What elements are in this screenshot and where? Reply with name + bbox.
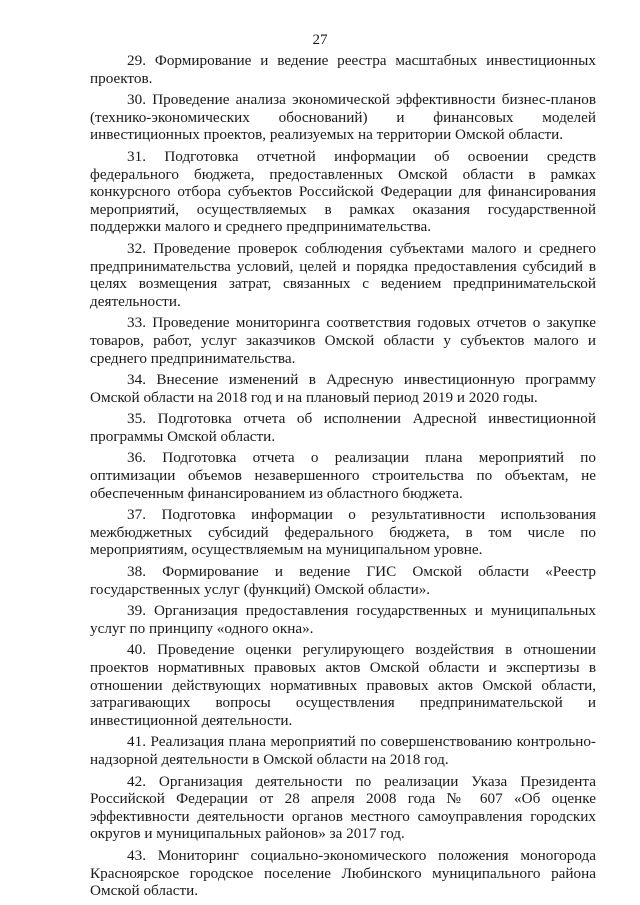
list-item-40: 40. Проведение оценки регулирующего воздействия в отношении проектов нормативных правовых актов Омской области и экспертизы в отношении действующих нормативных правовых актов Омской области, затрагивающих вопросы осуществления предпринимательской и инвестиционной деятельности. xyxy=(90,641,596,729)
list-item-29: 29. Формирование и ведение реестра масштабных инвестиционных проектов. xyxy=(90,52,596,87)
list-item-33: 33. Проведение мониторинга соответствия годовых отчетов о закупке товаров, работ, услуг заказчиков Омской области у субъектов малого и среднего предпринимательства. xyxy=(90,314,596,367)
list-item-38: 38. Формирование и ведение ГИС Омской области «Реестр государственных услуг (функций) Омской области». xyxy=(90,563,596,598)
list-item-36: 36. Подготовка отчета о реализации плана мероприятий по оптимизации объемов незавершенного строительства по объектам, не обеспеченным финансированием из областного бюджета. xyxy=(90,449,596,502)
list-item-32: 32. Проведение проверок соблюдения субъектами малого и среднего предпринимательства условий, целей и порядка предоставления субсидий в целях возмещения затрат, связанных с ведением предпринимательской деятельности. xyxy=(90,239,596,310)
list-item-41: 41. Реализация плана мероприятий по совершенствованию контрольно-надзорной деятельности в Омской области на 2018 год. xyxy=(90,733,596,768)
list-item-34: 34. Внесение изменений в Адресную инвестиционную программу Омской области на 2018 год и на плановый период 2019 и 2020 годы. xyxy=(90,371,596,406)
list-item-42: 42. Организация деятельности по реализации Указа Президента Российской Федерации от 28 апреля 2008 года № 607 «Об оценке эффективности деятельности органов местного самоуправления городских округов и муниципальных районов» за 2017 год. xyxy=(90,772,596,843)
list-item-39: 39. Организация предоставления государственных и муниципальных услуг по принципу «одного окна». xyxy=(90,602,596,637)
list-item-35: 35. Подготовка отчета об исполнении Адресной инвестиционной программы Омской области. xyxy=(90,410,596,445)
document-body xyxy=(90,52,596,904)
list-item-37: 37. Подготовка информации о результативности использования межбюджетных субсидий федерального бюджета, в том числе по мероприятиям, осуществляемым на муниципальном уровне. xyxy=(90,506,596,559)
list-item-43: 43. Мониторинг социально-экономического положения моногорода Красноярское городское поселение Любинского муниципального района Омской области. xyxy=(90,846,596,900)
list-item-31: 31. Подготовка отчетной информации об освоении средств федерального бюджета, предоставленных Омской области в рамках конкурсного отбора субъектов Российской Федерации для финансирования мероприятий, осуществляемых в рамках оказания государственной поддержки малого и среднего предпринимательства. xyxy=(90,147,596,236)
list-item-30: 30. Проведение анализа экономической эффективности бизнес-планов (технико-экономических обоснований) и финансовых моделей инвестиционных проектов, реализуемых на территории Омской области. xyxy=(90,91,596,144)
page-number: 27 xyxy=(312,32,328,48)
